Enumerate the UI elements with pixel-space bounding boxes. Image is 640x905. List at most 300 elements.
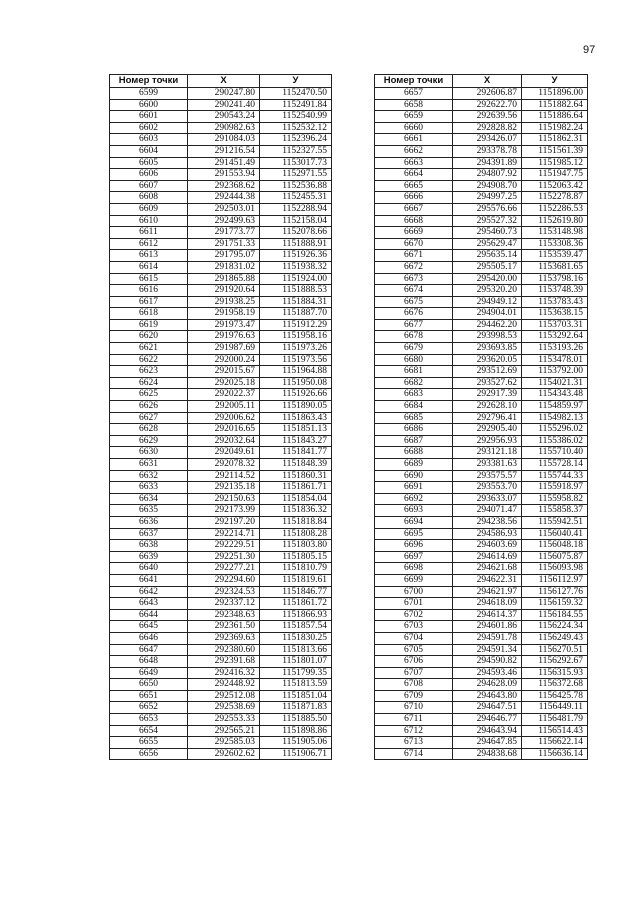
table-row (110, 493, 332, 505)
y-coordinate-cell: 1153748.39 (522, 285, 588, 297)
x-coordinate-cell: 294391.89 (453, 157, 522, 169)
table-row (110, 563, 332, 575)
x-coordinate-cell: 292391.68 (188, 656, 260, 668)
y-coordinate-cell: 1151860.31 (260, 470, 332, 482)
point-number-cell: 6709 (375, 690, 453, 702)
table-row (110, 470, 332, 482)
table-row (110, 261, 332, 273)
x-coordinate-cell: 290543.24 (188, 111, 260, 123)
y-coordinate-cell: 1156636.14 (522, 748, 588, 760)
y-coordinate-cell: 1153798.16 (522, 273, 588, 285)
point-number-cell: 6688 (375, 447, 453, 459)
header-x: X (188, 75, 260, 88)
x-coordinate-cell: 293693.85 (453, 343, 522, 355)
table-row (110, 366, 332, 378)
y-coordinate-cell: 1153292.64 (522, 331, 588, 343)
table-row (375, 169, 588, 181)
y-coordinate-cell: 1153148.98 (522, 227, 588, 239)
table-row (110, 192, 332, 204)
table-row (110, 690, 332, 702)
table-row (110, 215, 332, 227)
point-number-cell: 6635 (110, 505, 188, 517)
table-row (110, 412, 332, 424)
table-row (375, 99, 588, 111)
y-coordinate-cell: 1153478.01 (522, 354, 588, 366)
y-coordinate-cell: 1151801.07 (260, 656, 332, 668)
x-coordinate-cell: 295635.14 (453, 250, 522, 262)
x-coordinate-cell: 292369.63 (188, 632, 260, 644)
point-number-cell: 6647 (110, 644, 188, 656)
point-number-cell: 6642 (110, 586, 188, 598)
table-row (375, 424, 588, 436)
y-coordinate-cell: 1154859.97 (522, 401, 588, 413)
point-number-cell: 6695 (375, 528, 453, 540)
point-number-cell: 6645 (110, 621, 188, 633)
y-coordinate-cell: 1151861.71 (260, 482, 332, 494)
x-coordinate-cell: 294904.01 (453, 308, 522, 320)
point-number-cell: 6704 (375, 632, 453, 644)
x-coordinate-cell: 294462.20 (453, 319, 522, 331)
table-row (375, 563, 588, 575)
y-coordinate-cell: 1155918.97 (522, 482, 588, 494)
point-number-cell: 6618 (110, 308, 188, 320)
point-number-cell: 6662 (375, 145, 453, 157)
point-number-cell: 6603 (110, 134, 188, 146)
point-number-cell: 6605 (110, 157, 188, 169)
table-row (375, 180, 588, 192)
x-coordinate-cell: 291553.94 (188, 169, 260, 181)
point-number-cell: 6670 (375, 238, 453, 250)
y-coordinate-cell: 1156184.55 (522, 609, 588, 621)
y-coordinate-cell: 1152971.55 (260, 169, 332, 181)
x-coordinate-cell: 292015.67 (188, 366, 260, 378)
y-coordinate-cell: 1156449.11 (522, 702, 588, 714)
point-number-cell: 6703 (375, 621, 453, 633)
x-coordinate-cell: 292628.10 (453, 401, 522, 413)
table-row (375, 667, 588, 679)
point-number-cell: 6601 (110, 111, 188, 123)
y-coordinate-cell: 1152063.42 (522, 180, 588, 192)
x-coordinate-cell: 292025.18 (188, 377, 260, 389)
y-coordinate-cell: 1154343.48 (522, 389, 588, 401)
x-coordinate-cell: 291795.07 (188, 250, 260, 262)
table-row (110, 354, 332, 366)
x-coordinate-cell: 293620.05 (453, 354, 522, 366)
y-coordinate-cell: 1151862.31 (522, 134, 588, 146)
x-coordinate-cell: 291831.02 (188, 261, 260, 273)
point-number-cell: 6677 (375, 319, 453, 331)
y-coordinate-cell: 1156292.67 (522, 656, 588, 668)
y-coordinate-cell: 1151905.06 (260, 737, 332, 749)
point-number-cell: 6657 (375, 88, 453, 100)
point-number-cell: 6680 (375, 354, 453, 366)
point-number-cell: 6706 (375, 656, 453, 668)
x-coordinate-cell: 294071.47 (453, 505, 522, 517)
table-row (375, 632, 588, 644)
point-number-cell: 6602 (110, 122, 188, 134)
x-coordinate-cell: 294643.94 (453, 725, 522, 737)
point-number-cell: 6640 (110, 563, 188, 575)
table-row (110, 331, 332, 343)
x-coordinate-cell: 291987.69 (188, 343, 260, 355)
y-coordinate-cell: 1151803.80 (260, 540, 332, 552)
table-row (375, 714, 588, 726)
y-coordinate-cell: 1152619.80 (522, 215, 588, 227)
y-coordinate-cell: 1156093.98 (522, 563, 588, 575)
x-coordinate-cell: 292622.70 (453, 99, 522, 111)
table-row (375, 470, 588, 482)
y-coordinate-cell: 1156249.43 (522, 632, 588, 644)
x-coordinate-cell: 294621.97 (453, 586, 522, 598)
point-number-cell: 6682 (375, 377, 453, 389)
point-number-cell: 6643 (110, 598, 188, 610)
table-row (375, 586, 588, 598)
x-coordinate-cell: 293426.07 (453, 134, 522, 146)
table-row (375, 528, 588, 540)
table-row (375, 679, 588, 691)
table-row (110, 296, 332, 308)
x-coordinate-cell: 292380.60 (188, 644, 260, 656)
point-number-cell: 6674 (375, 285, 453, 297)
point-number-cell: 6714 (375, 748, 453, 760)
table-row (110, 482, 332, 494)
x-coordinate-cell: 292294.60 (188, 574, 260, 586)
y-coordinate-cell: 1152286.53 (522, 203, 588, 215)
x-coordinate-cell: 292917.39 (453, 389, 522, 401)
point-number-cell: 6671 (375, 250, 453, 262)
y-coordinate-cell: 1151836.32 (260, 505, 332, 517)
table-header-row (110, 75, 332, 88)
y-coordinate-cell: 1151887.70 (260, 308, 332, 320)
table-row (375, 598, 588, 610)
table-row (110, 308, 332, 320)
table-row (110, 424, 332, 436)
x-coordinate-cell: 294949.12 (453, 296, 522, 308)
y-coordinate-cell: 1151958.16 (260, 331, 332, 343)
table-row (375, 157, 588, 169)
table-row (110, 679, 332, 691)
table-row (375, 447, 588, 459)
y-coordinate-cell: 1151982.24 (522, 122, 588, 134)
x-coordinate-cell: 293998.53 (453, 331, 522, 343)
point-number-cell: 6672 (375, 261, 453, 273)
table-row (110, 319, 332, 331)
y-coordinate-cell: 1153017.73 (260, 157, 332, 169)
y-coordinate-cell: 1153539.47 (522, 250, 588, 262)
table-row (110, 748, 332, 760)
table-row (110, 656, 332, 668)
x-coordinate-cell: 294614.69 (453, 551, 522, 563)
point-number-cell: 6610 (110, 215, 188, 227)
point-number-cell: 6614 (110, 261, 188, 273)
point-number-cell: 6617 (110, 296, 188, 308)
point-number-cell: 6712 (375, 725, 453, 737)
point-number-cell: 6639 (110, 551, 188, 563)
y-coordinate-cell: 1151898.86 (260, 725, 332, 737)
x-coordinate-cell: 291973.47 (188, 319, 260, 331)
point-number-cell: 6636 (110, 516, 188, 528)
point-number-cell: 6633 (110, 482, 188, 494)
y-coordinate-cell: 1156622.14 (522, 737, 588, 749)
point-number-cell: 6660 (375, 122, 453, 134)
point-number-cell: 6611 (110, 227, 188, 239)
table-row (375, 516, 588, 528)
point-number-cell: 6700 (375, 586, 453, 598)
point-number-cell: 6687 (375, 435, 453, 447)
y-coordinate-cell: 1156075.87 (522, 551, 588, 563)
table-row (375, 145, 588, 157)
x-coordinate-cell: 295576.66 (453, 203, 522, 215)
table-row (110, 343, 332, 355)
y-coordinate-cell: 1153703.31 (522, 319, 588, 331)
x-coordinate-cell: 291216.54 (188, 145, 260, 157)
x-coordinate-cell: 293527.62 (453, 377, 522, 389)
y-coordinate-cell: 1155744.33 (522, 470, 588, 482)
point-number-cell: 6683 (375, 389, 453, 401)
point-number-cell: 6622 (110, 354, 188, 366)
table-row (375, 748, 588, 760)
table-row (110, 540, 332, 552)
y-coordinate-cell: 1153638.15 (522, 308, 588, 320)
y-coordinate-cell: 1156315.93 (522, 667, 588, 679)
point-number-cell: 6699 (375, 574, 453, 586)
point-number-cell: 6707 (375, 667, 453, 679)
point-number-cell: 6666 (375, 192, 453, 204)
point-number-cell: 6619 (110, 319, 188, 331)
x-coordinate-cell: 294646.77 (453, 714, 522, 726)
point-number-cell: 6711 (375, 714, 453, 726)
table-row (375, 551, 588, 563)
table-row (110, 459, 332, 471)
x-coordinate-cell: 295505.17 (453, 261, 522, 273)
y-coordinate-cell: 1151950.08 (260, 377, 332, 389)
y-coordinate-cell: 1151926.36 (260, 250, 332, 262)
table-row (110, 389, 332, 401)
y-coordinate-cell: 1151938.32 (260, 261, 332, 273)
y-coordinate-cell: 1152278.87 (522, 192, 588, 204)
x-coordinate-cell: 292444.38 (188, 192, 260, 204)
y-coordinate-cell: 1153681.65 (522, 261, 588, 273)
point-number-cell: 6705 (375, 644, 453, 656)
x-coordinate-cell: 292173.99 (188, 505, 260, 517)
table-row (375, 203, 588, 215)
y-coordinate-cell: 1153308.36 (522, 238, 588, 250)
table-row (375, 343, 588, 355)
y-coordinate-cell: 1152158.04 (260, 215, 332, 227)
table-row (110, 88, 332, 100)
x-coordinate-cell: 292135.18 (188, 482, 260, 494)
y-coordinate-cell: 1151912.29 (260, 319, 332, 331)
x-coordinate-cell: 291451.49 (188, 157, 260, 169)
point-number-cell: 6641 (110, 574, 188, 586)
x-coordinate-cell: 292016.65 (188, 424, 260, 436)
x-coordinate-cell: 291751.33 (188, 238, 260, 250)
y-coordinate-cell: 1151888.91 (260, 238, 332, 250)
y-coordinate-cell: 1151863.43 (260, 412, 332, 424)
y-coordinate-cell: 1151888.53 (260, 285, 332, 297)
point-number-cell: 6625 (110, 389, 188, 401)
y-coordinate-cell: 1151926.66 (260, 389, 332, 401)
table-row (375, 354, 588, 366)
point-number-cell: 6676 (375, 308, 453, 320)
table-row (375, 609, 588, 621)
x-coordinate-cell: 295629.47 (453, 238, 522, 250)
y-coordinate-cell: 1152470.50 (260, 88, 332, 100)
y-coordinate-cell: 1151799.35 (260, 667, 332, 679)
y-coordinate-cell: 1151964.88 (260, 366, 332, 378)
table-row (375, 621, 588, 633)
x-coordinate-cell: 291773.77 (188, 227, 260, 239)
point-number-cell: 6630 (110, 447, 188, 459)
x-coordinate-cell: 291865.88 (188, 273, 260, 285)
y-coordinate-cell: 1153783.43 (522, 296, 588, 308)
point-number-cell: 6673 (375, 273, 453, 285)
y-coordinate-cell: 1152455.31 (260, 192, 332, 204)
point-number-cell: 6658 (375, 99, 453, 111)
y-coordinate-cell: 1151841.77 (260, 447, 332, 459)
table-row (110, 667, 332, 679)
x-coordinate-cell: 295420.00 (453, 273, 522, 285)
point-number-cell: 6623 (110, 366, 188, 378)
table-row (375, 331, 588, 343)
table-row (375, 88, 588, 100)
point-number-cell: 6638 (110, 540, 188, 552)
y-coordinate-cell: 1152540.99 (260, 111, 332, 123)
x-coordinate-cell: 292448.92 (188, 679, 260, 691)
table-row (375, 412, 588, 424)
table-row (375, 644, 588, 656)
x-coordinate-cell: 292416.32 (188, 667, 260, 679)
point-number-cell: 6689 (375, 459, 453, 471)
y-coordinate-cell: 1156270.51 (522, 644, 588, 656)
y-coordinate-cell: 1156048.18 (522, 540, 588, 552)
page-number: 97 (583, 44, 596, 56)
y-coordinate-cell: 1151857.54 (260, 621, 332, 633)
y-coordinate-cell: 1151819.61 (260, 574, 332, 586)
point-number-cell: 6609 (110, 203, 188, 215)
table-row (110, 122, 332, 134)
point-number-cell: 6648 (110, 656, 188, 668)
table-row (110, 111, 332, 123)
point-number-cell: 6710 (375, 702, 453, 714)
table-row (110, 447, 332, 459)
point-number-cell: 6664 (375, 169, 453, 181)
y-coordinate-cell: 1151973.26 (260, 343, 332, 355)
x-coordinate-cell: 290982.63 (188, 122, 260, 134)
y-coordinate-cell: 1151906.71 (260, 748, 332, 760)
y-coordinate-cell: 1152078.66 (260, 227, 332, 239)
point-number-cell: 6696 (375, 540, 453, 552)
table-row (375, 250, 588, 262)
table-row (110, 169, 332, 181)
x-coordinate-cell: 292639.56 (453, 111, 522, 123)
x-coordinate-cell: 294593.46 (453, 667, 522, 679)
x-coordinate-cell: 292229.51 (188, 540, 260, 552)
y-coordinate-cell: 1151805.15 (260, 551, 332, 563)
x-coordinate-cell: 294807.92 (453, 169, 522, 181)
coordinates-table-left (109, 74, 332, 760)
x-coordinate-cell: 293575.57 (453, 470, 522, 482)
x-coordinate-cell: 292602.62 (188, 748, 260, 760)
y-coordinate-cell: 1151973.56 (260, 354, 332, 366)
x-coordinate-cell: 293512.69 (453, 366, 522, 378)
table-row (375, 111, 588, 123)
x-coordinate-cell: 294591.78 (453, 632, 522, 644)
table-row (110, 157, 332, 169)
x-coordinate-cell: 292114.52 (188, 470, 260, 482)
x-coordinate-cell: 294908.70 (453, 180, 522, 192)
y-coordinate-cell: 1155858.37 (522, 505, 588, 517)
y-coordinate-cell: 1151851.04 (260, 690, 332, 702)
point-number-cell: 6649 (110, 667, 188, 679)
y-coordinate-cell: 1154982.13 (522, 412, 588, 424)
point-number-cell: 6655 (110, 737, 188, 749)
x-coordinate-cell: 293121.18 (453, 447, 522, 459)
point-number-cell: 6615 (110, 273, 188, 285)
x-coordinate-cell: 292499.63 (188, 215, 260, 227)
table-row (375, 574, 588, 586)
x-coordinate-cell: 295320.20 (453, 285, 522, 297)
x-coordinate-cell: 292251.30 (188, 551, 260, 563)
x-coordinate-cell: 293633.07 (453, 493, 522, 505)
x-coordinate-cell: 292905.40 (453, 424, 522, 436)
table-row (375, 215, 588, 227)
point-number-cell: 6606 (110, 169, 188, 181)
point-number-cell: 6694 (375, 516, 453, 528)
point-number-cell: 6693 (375, 505, 453, 517)
table-row (110, 528, 332, 540)
point-number-cell: 6659 (375, 111, 453, 123)
header-y: У (522, 75, 588, 88)
table-row (375, 459, 588, 471)
table-row (375, 725, 588, 737)
y-coordinate-cell: 1153792.00 (522, 366, 588, 378)
table-row (110, 737, 332, 749)
x-coordinate-cell: 291938.25 (188, 296, 260, 308)
x-coordinate-cell: 292032.64 (188, 435, 260, 447)
table-row (375, 377, 588, 389)
x-coordinate-cell: 292361.50 (188, 621, 260, 633)
point-number-cell: 6678 (375, 331, 453, 343)
point-number-cell: 6708 (375, 679, 453, 691)
point-number-cell: 6621 (110, 343, 188, 355)
x-coordinate-cell: 291920.64 (188, 285, 260, 297)
point-number-cell: 6626 (110, 401, 188, 413)
x-coordinate-cell: 292512.08 (188, 690, 260, 702)
table-row (110, 702, 332, 714)
x-coordinate-cell: 292324.53 (188, 586, 260, 598)
x-coordinate-cell: 292049.61 (188, 447, 260, 459)
y-coordinate-cell: 1152288.94 (260, 203, 332, 215)
y-coordinate-cell: 1156040.41 (522, 528, 588, 540)
table-row (110, 505, 332, 517)
point-number-cell: 6663 (375, 157, 453, 169)
x-coordinate-cell: 295460.73 (453, 227, 522, 239)
x-coordinate-cell: 292796.41 (453, 412, 522, 424)
x-coordinate-cell: 292538.69 (188, 702, 260, 714)
point-number-cell: 6691 (375, 482, 453, 494)
x-coordinate-cell: 294621.68 (453, 563, 522, 575)
x-coordinate-cell: 291958.19 (188, 308, 260, 320)
table-row (375, 493, 588, 505)
y-coordinate-cell: 1151866.93 (260, 609, 332, 621)
y-coordinate-cell: 1156481.79 (522, 714, 588, 726)
point-number-cell: 6690 (375, 470, 453, 482)
table-row (110, 714, 332, 726)
x-coordinate-cell: 292565.21 (188, 725, 260, 737)
y-coordinate-cell: 1151890.05 (260, 401, 332, 413)
x-coordinate-cell: 292197.20 (188, 516, 260, 528)
